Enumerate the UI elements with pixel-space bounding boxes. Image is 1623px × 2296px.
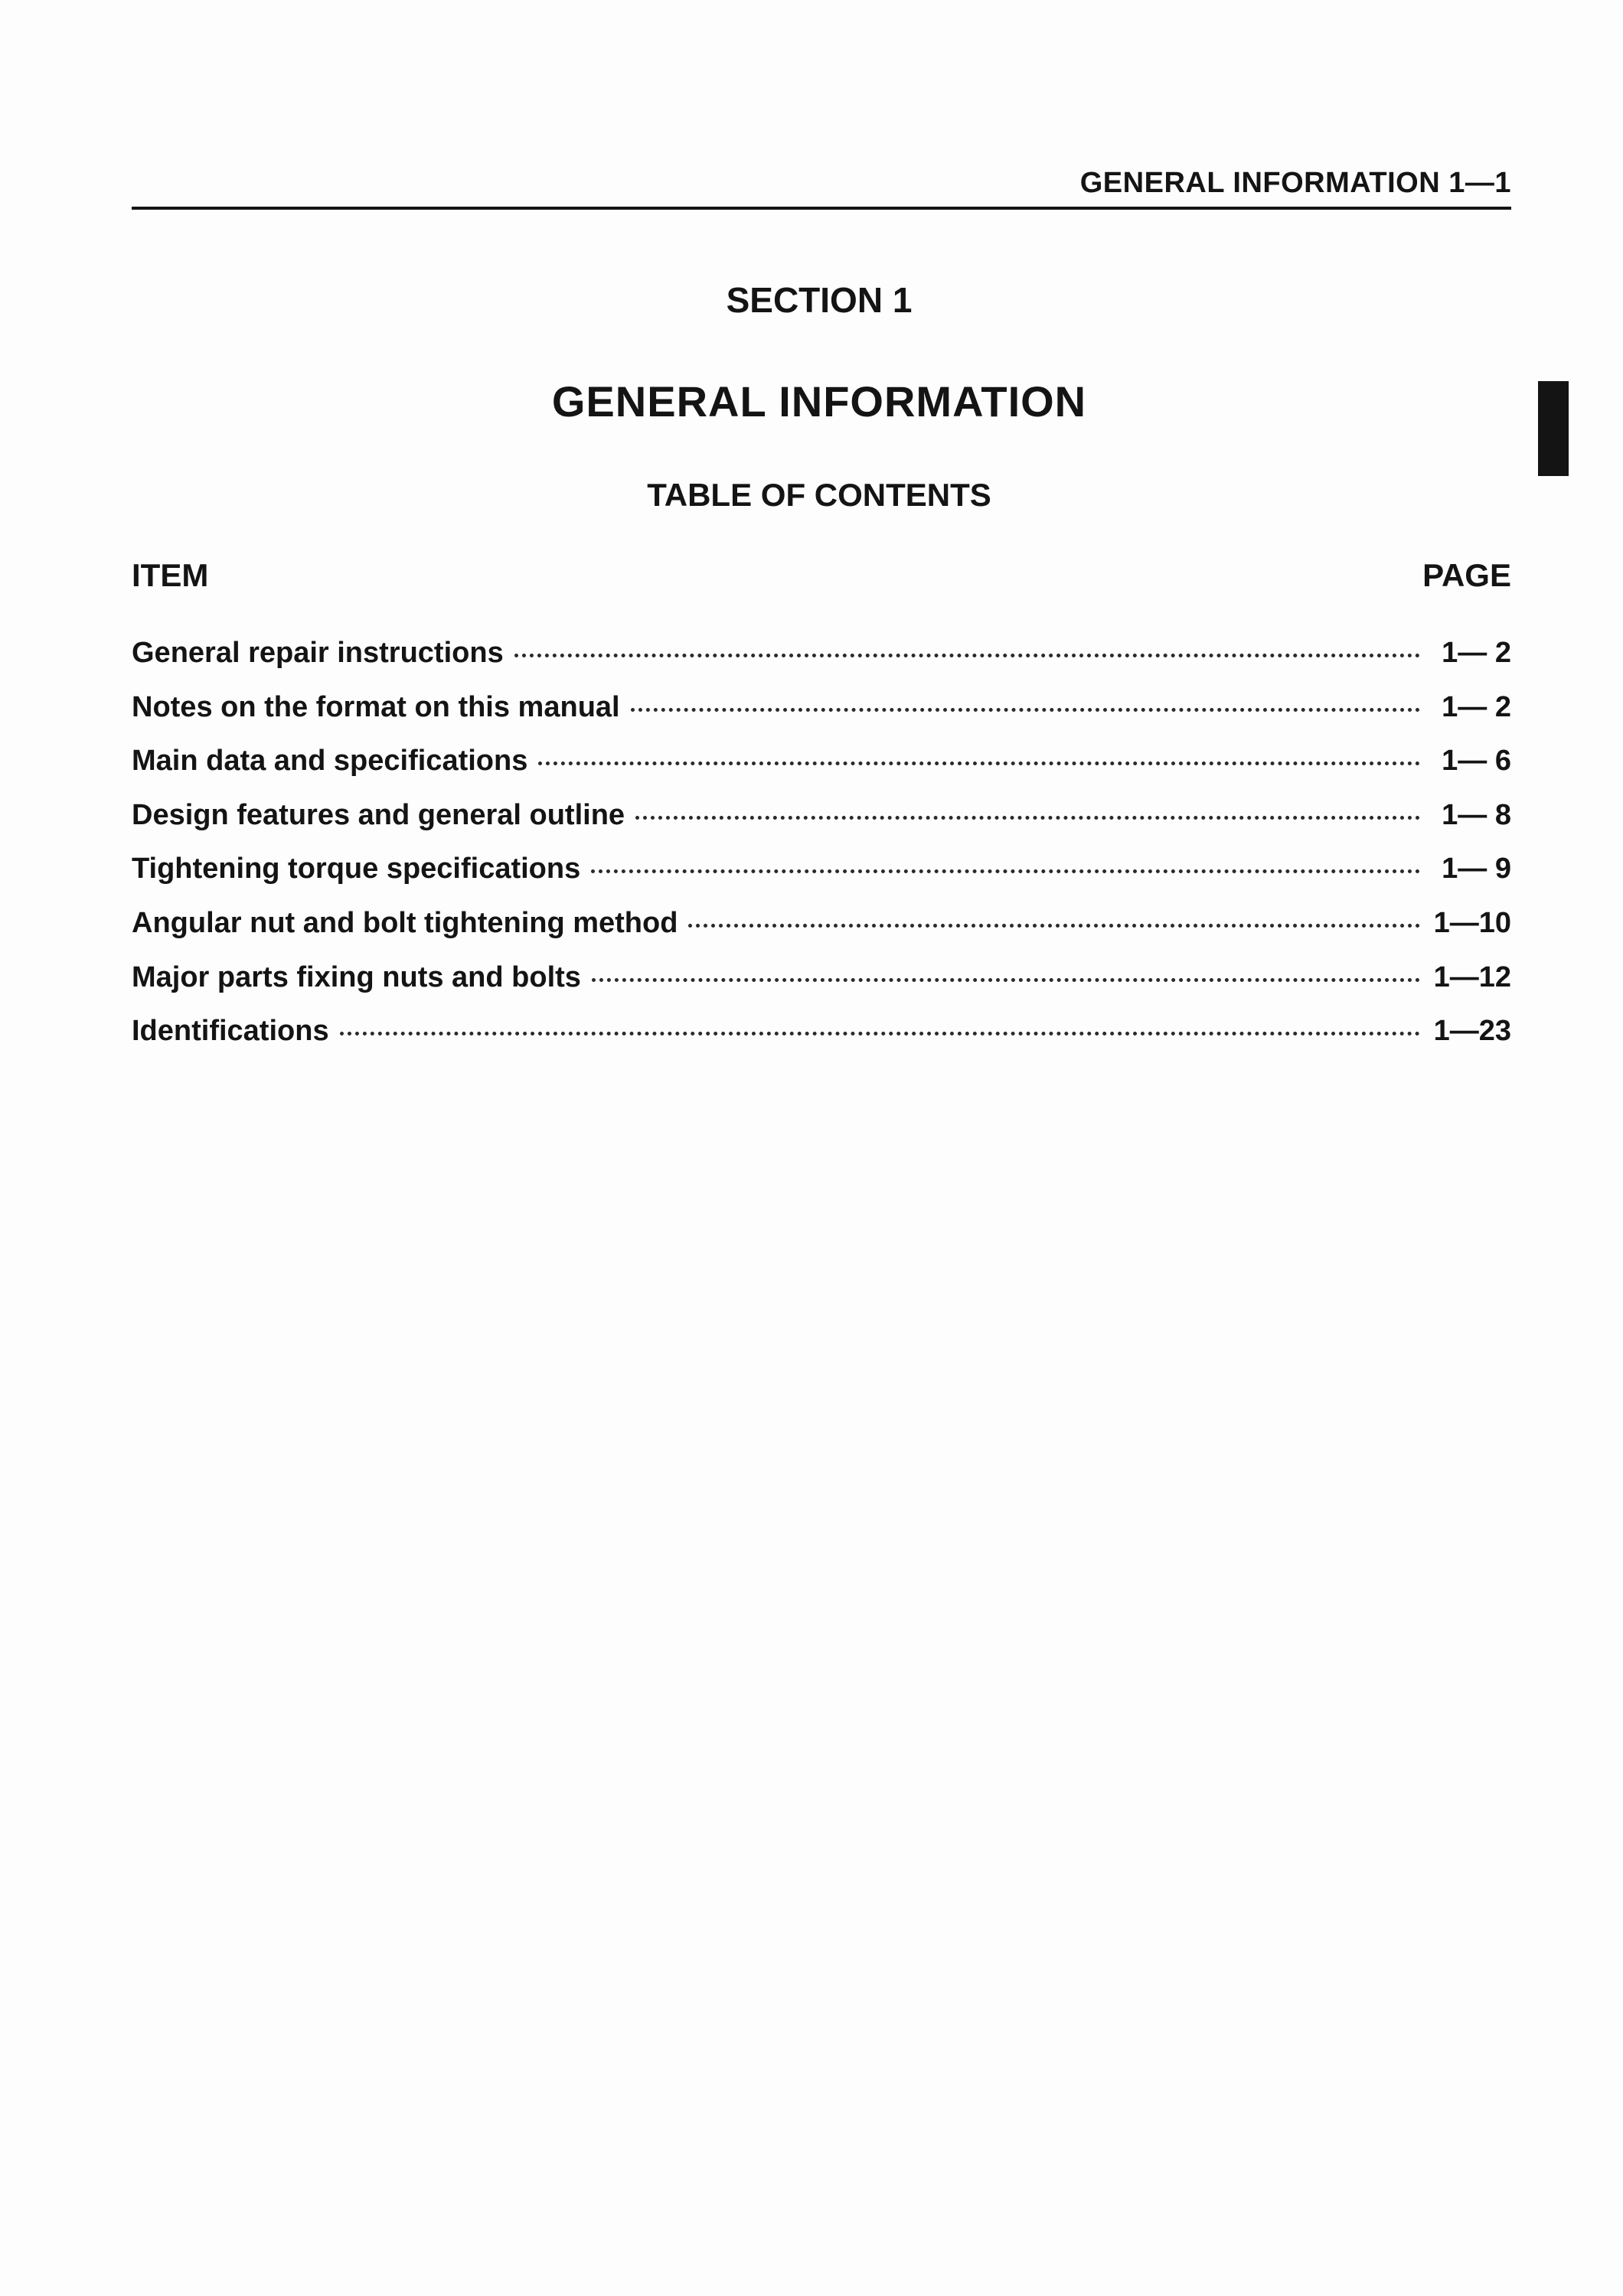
toc-entry-page: 1—23 xyxy=(1433,1015,1511,1048)
toc-entry[interactable] xyxy=(132,907,1511,961)
toc-entry[interactable] xyxy=(132,799,1511,853)
dot-leader xyxy=(631,708,1420,712)
toc-entry-title: Tightening torque specifications xyxy=(132,853,581,885)
toc-entry-page: 1—12 xyxy=(1433,960,1511,993)
toc-column-page: PAGE xyxy=(1422,557,1511,593)
dot-leader xyxy=(514,654,1420,657)
toc-entry[interactable] xyxy=(132,691,1511,745)
toc-entry-page: 1— 2 xyxy=(1442,637,1511,669)
toc-entry-page: 1— 6 xyxy=(1442,745,1511,778)
toc-entry-title: Major parts fixing nuts and bolts xyxy=(132,960,581,993)
toc-entry-page: 1— 8 xyxy=(1442,798,1511,831)
toc-entry-title: Main data and specifications xyxy=(132,745,528,778)
toc-entry[interactable] xyxy=(132,745,1511,799)
toc-entry[interactable] xyxy=(132,961,1511,1016)
toc-entry[interactable] xyxy=(132,637,1511,691)
toc-entry-title: Identifications xyxy=(132,1015,329,1048)
toc-column-item: ITEM xyxy=(132,557,209,593)
toc-entry-page: 1—10 xyxy=(1433,906,1511,939)
toc-entry[interactable] xyxy=(132,1015,1511,1069)
dot-leader xyxy=(340,1032,1420,1035)
toc-heading: TABLE OF CONTENTS xyxy=(647,477,991,513)
toc-entry-page: 1— 2 xyxy=(1442,690,1511,723)
section-label: SECTION 1 xyxy=(726,280,913,320)
dot-leader xyxy=(591,869,1420,873)
dot-leader xyxy=(592,978,1420,982)
section-edge-tab xyxy=(1538,381,1569,476)
toc-entry-page: 1— 9 xyxy=(1442,853,1511,885)
header-rule xyxy=(132,207,1511,210)
toc-list xyxy=(132,637,1511,1069)
toc-entry-title: Notes on the format on this manual xyxy=(132,690,620,723)
dot-leader xyxy=(635,816,1420,820)
running-header: GENERAL INFORMATION 1—1 xyxy=(1079,167,1511,199)
dot-leader xyxy=(688,924,1420,928)
toc-entry-title: General repair instructions xyxy=(132,637,504,669)
toc-entry-title: Angular nut and bolt tightening method xyxy=(132,906,678,939)
toc-entry[interactable] xyxy=(132,853,1511,907)
toc-entry-title: Design features and general outline xyxy=(132,798,625,831)
dot-leader xyxy=(538,762,1420,765)
section-title: GENERAL INFORMATION xyxy=(551,377,1087,426)
